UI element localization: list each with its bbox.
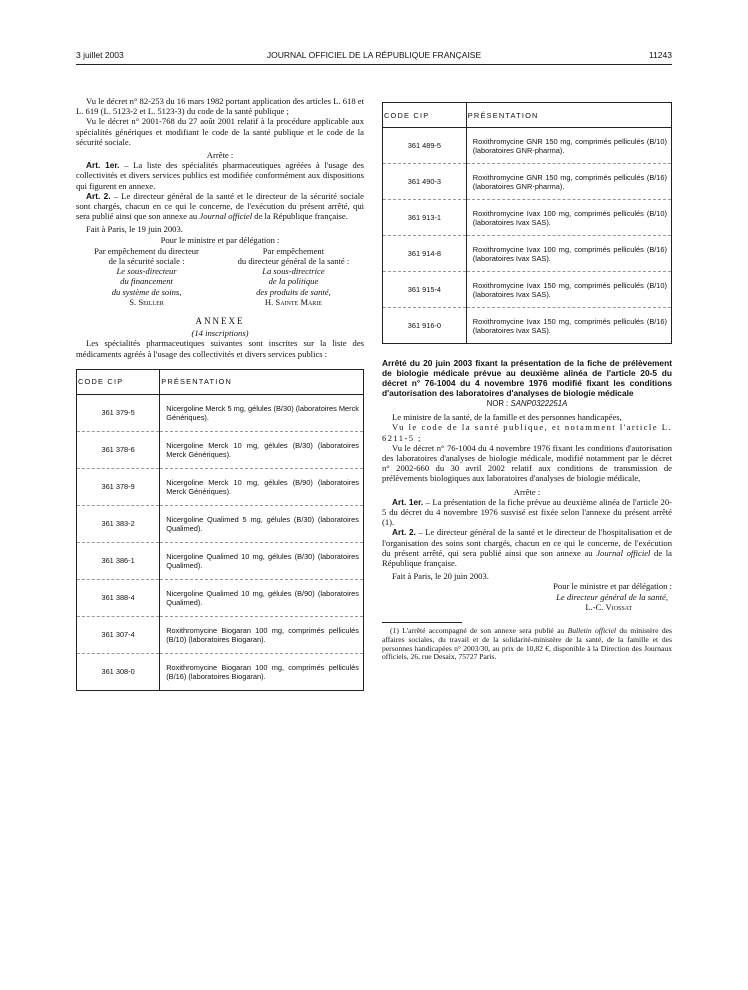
article-1: Art. 1er. – La liste des spécialités pharmaceutiques agréées à l'usage des collectivités et divers services publics est modifiée conformément aux dispositions qui figurent en annexe. [76,160,364,191]
visa-decret-1982: Vu le décret n° 82-253 du 16 mars 1982 portant application des articles L. 618 et L. 619 (L. 5123-2 et L. 5123-3) du code de la santé publique ; [76,96,364,117]
footnote: (1) L'arrêté accompagné de son annexe sera publié au Bulletin officiel du ministère des affaires sociales, du travail et de la solidarité-ministère de la santé, de la famille et des personnes handicapées n° 2003/30, au prix de 10,82 €, disponible à la Direction des Journaux officiels, 26, rue Desaix, 75727 Paris. [382,626,672,662]
header-rule [76,64,672,65]
annexe-subtitle: (14 inscriptions) [191,328,249,339]
table-row: 361 916-0 Roxithromycine Ivax 150 mg, comprimés pelliculés (B/16) (laboratoires Ivax SAS). [383,308,672,344]
table-row: 361 913-1 Roxithromycine Ivax 100 mg, comprimés pelliculés (B/10) (laboratoires Ivax SAS). [383,200,672,236]
visa-decret-1976: Vu le décret n° 76-1004 du 4 novembre 1976 fixant les conditions d'autorisation des laboratoires d'analyses de biologie médicale, modifié notamment par le décret n° 2002-660 du 30 avril 2002 relatif aux conditions de transmission de prélèvements biologiques aux laboratoires d'analyses de biologie médicale, [382,442,672,484]
annexe-table-left [76,369,364,691]
table-row: 361 386-1 Nicergoline Qualimed 10 mg, gélules (B/30) (laboratoires Qualimed). [77,542,364,579]
signature-right: Par empêchement du directeur général de la santé : La sous-directrice de la politique des produits de santé, H. Sainte Marie [237,245,350,307]
column-header-presentation: PRÉSENTATION [160,369,364,394]
arrete-title: Arrêté du 20 juin 2003 fixant la présentation de la fiche de prélèvement de biologie médicale prévue au deuxième alinéa de l'article 20-5 du décret n° 76-1004 du 4 novembre 1976 modifié fixant les conditions d'autorisation des laboratoires d'analyses de biologie médicale [382,358,672,398]
table-row: 361 489-5 Roxithromycine GNR 150 mg, comprimés pelliculés (B/10) (laboratoires GNR-pharma). [383,128,672,164]
table-row: 361 915-4 Roxithromycine Ivax 150 mg, comprimés pelliculés (B/10) (laboratoires Ivax SAS). [383,272,672,308]
fait-a-paris: Fait à Paris, le 19 juin 2003. [86,224,183,235]
article-1: Art. 1er. – La présentation de la fiche prévue au deuxième alinéa de l'article 20-5 du décret du 4 novembre 1976 susvisé est fixée selon l'annexe du présent arrêté (1). [382,496,672,528]
annexe-intro: Les spécialités pharmaceutiques suivantes sont inscrites sur la liste des médicaments agréés à l'usage des collectivités et divers services publics : [76,338,364,359]
visa-decret-2001: Vu le décret n° 2001-768 du 27 août 2001 relatif à la procédure applicable aux spécialités génériques et modifiant le code de la santé publique et le code de la sécurité sociale. [76,116,364,147]
header-page-number: 11243 [648,50,672,60]
nor-reference: NOR : SANP0322251A [486,399,568,408]
column-header-code: CODE CIP [77,369,160,394]
footnote-rule [382,622,462,623]
article-2: Art. 2. – Le directeur général de la santé et le directeur de l'hospitalisation et de l'organisation des soins sont chargés, chacun en ce qui le concerne, de l'exécution du présent arrêté, qui sera publié ainsi que son annexe au Journal officiel de la République française. [382,527,672,569]
article-2: Art. 2. – Le directeur général de la santé et le directeur de la sécurité sociale sont chargés, chacun en ce qui le concerne, de l'exécution du présent arrêté, qui sera publié ainsi que son annexe au Journal officiel de la République française. [76,190,364,222]
signature-name: L.-C. Viossat [585,601,632,612]
arrete-label: Arrête : [206,150,234,161]
pour-le-ministre: Pour le ministre et par délégation : [553,581,672,592]
header-journal-title: JOURNAL OFFICIEL DE LA RÉPUBLIQUE FRANÇAISE [266,50,482,60]
fait-a-paris: Fait à Paris, le 20 juin 2003. [392,571,489,582]
table-row: 361 308-0 Roxithromycine Biogaran 100 mg, comprimés pelliculés (B/16) (laboratoires Biogaran). [77,653,364,690]
column-header-presentation: PRÉSENTATION [466,103,671,128]
left-column [76,96,364,691]
table-row: 361 378-6 Nicergoline Merck 10 mg, gélules (B/30) (laboratoires Merck Génériques). [77,431,364,468]
table-row: 361 383-2 Nicergoline Qualimed 5 mg, gélules (B/30) (laboratoires Qualimed). [77,505,364,542]
column-header-code: CODE CIP [383,103,467,128]
visa-code: Vu le code de la santé publique, et notamment l'article L. 6211-5 ; [382,422,672,443]
ministre-intro: Le ministre de la santé, de la famille et des personnes handicapées, [392,412,622,423]
table-row: 361 379-5 Nicergoline Merck 5 mg, gélules (B/30) (laboratoires Merck Génériques). [77,394,364,431]
table-row: 361 307-4 Roxithromycine Biogaran 100 mg, comprimés pelliculés (B/10) (laboratoires Biogaran). [77,616,364,653]
table-row: 361 490-3 Roxithromycine GNR 150 mg, comprimés pelliculés (B/16) (laboratoires GNR-pharma). [383,164,672,200]
annexe-title: ANNEXE [195,316,245,327]
signature-left: Par empêchement du directeur de la sécurité sociale : Le sous-directeur du financement du système de soins, S. Seiller [94,245,199,307]
arrete-label: Arrête : [513,486,541,497]
annexe-table-right [382,102,672,344]
table-row: 361 378-9 Nicergoline Merck 10 mg, gélules (B/90) (laboratoires Merck Génériques). [77,468,364,505]
signatures [76,246,364,307]
right-column [382,102,672,662]
table-row: 361 914-8 Roxithromycine Ivax 100 mg, comprimés pelliculés (B/16) (laboratoires Ivax SAS). [383,236,672,272]
header-date: 3 juillet 2003 [76,50,124,60]
table-row: 361 388-4 Nicergoline Qualimed 10 mg, gélules (B/90) (laboratoires Qualimed). [77,579,364,616]
pour-le-ministre: Pour le ministre et par délégation : [160,234,280,245]
signature-role: Le directeur général de la santé, [556,591,668,602]
